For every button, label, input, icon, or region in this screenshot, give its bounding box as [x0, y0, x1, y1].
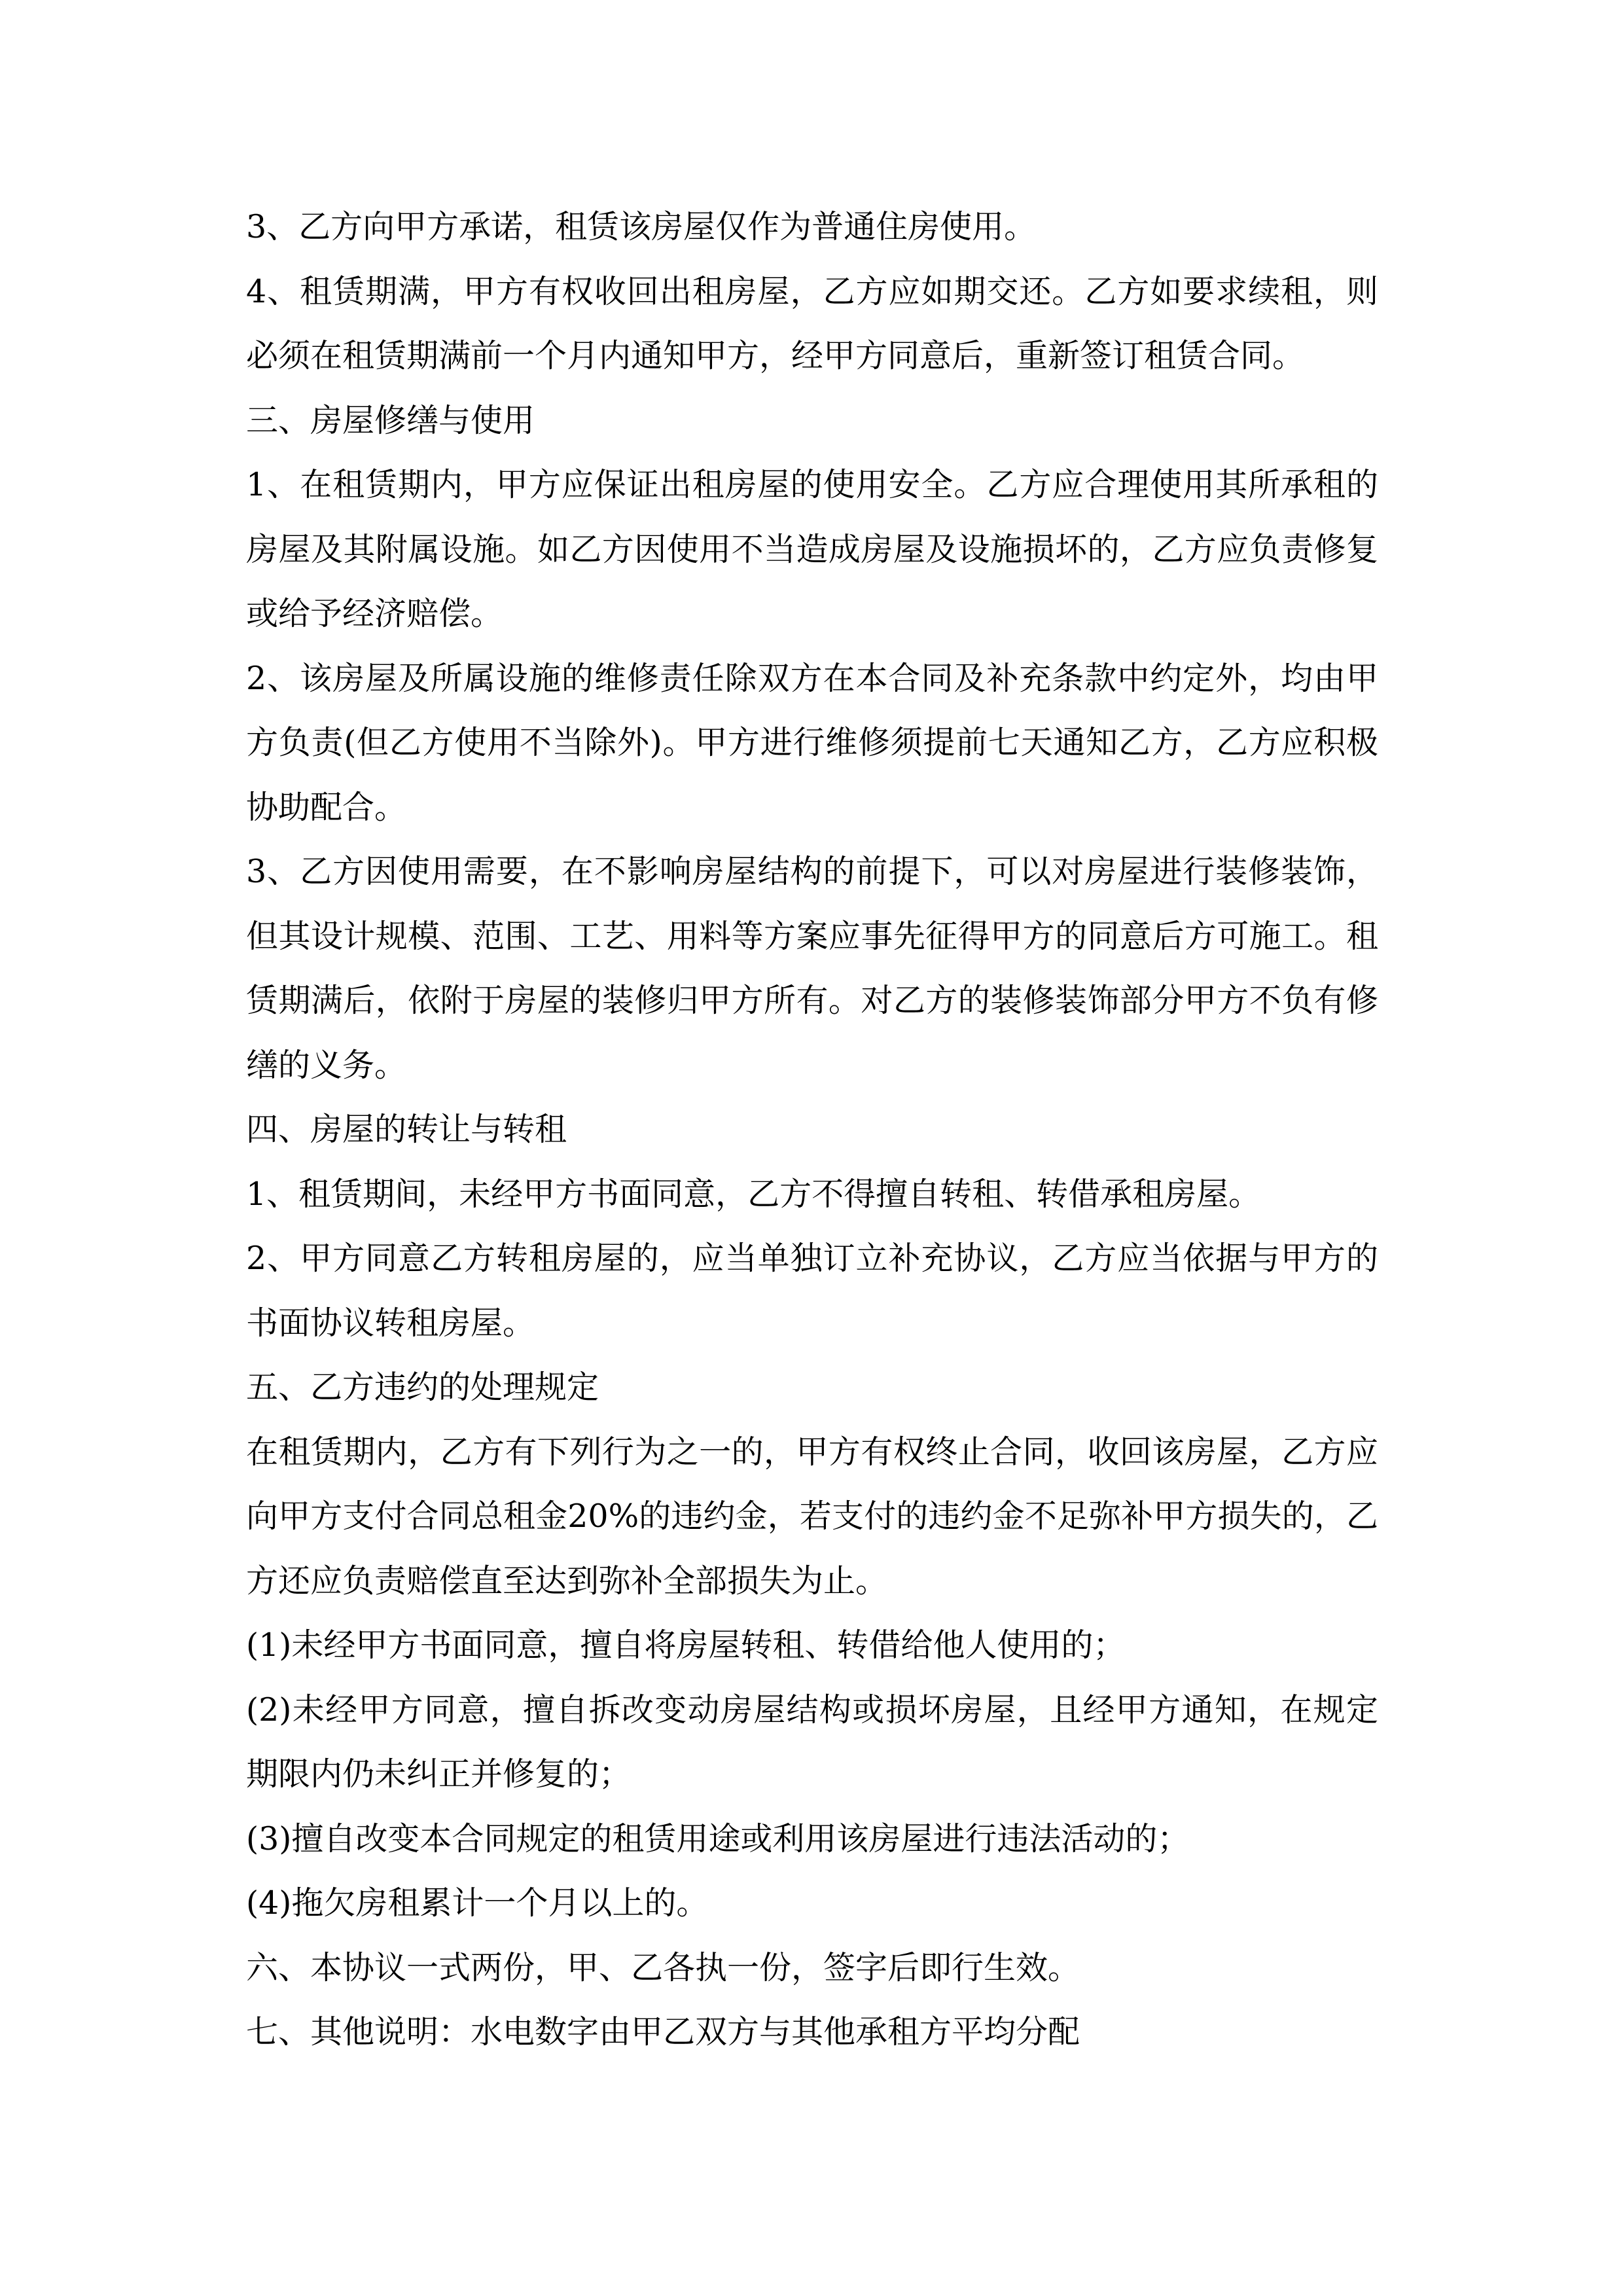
section-heading-5: 五、乙方违约的处理规定 [246, 1369, 599, 1406]
clause-5-item-2: (2)未经甲方同意，擅自拆改变动房屋结构或损坏房屋，且经甲方通知，在规定期限内仍未纠正并修复的； [246, 1691, 1378, 1793]
clause-2-3: 3、乙方向甲方承诺，租赁该房屋仅作为普通住房使用。 [246, 208, 1037, 245]
clause-2-4: 4、租赁期满，甲方有权收回出租房屋，乙方应如期交还。乙方如要求续租，则必须在租赁期满前一个月内通知甲方，经甲方同意后，重新签订租赁合同。 [246, 272, 1378, 374]
document-body [246, 195, 1378, 2065]
section-heading-3: 三、房屋修缮与使用 [246, 401, 535, 439]
clause-3-3: 3、乙方因使用需要，在不影响房屋结构的前提下，可以对房屋进行装修装饰，但其设计规模、范围、工艺、用料等方案应事先征得甲方的同意后方可施工。租赁期满后，依附于房屋的装修归甲方所有。对乙方的装修装饰部分甲方不负有修缮的义务。 [246, 853, 1378, 1084]
section-heading-7: 七、其他说明：水电数字由甲乙双方与其他承租方平均分配 [246, 2013, 1080, 2051]
section-heading-6: 六、本协议一式两份，甲、乙各执一份，签字后即行生效。 [246, 1948, 1080, 1986]
clause-4-1: 1、租赁期间，未经甲方书面同意，乙方不得擅自转租、转借承租房屋。 [246, 1175, 1261, 1213]
clause-3-2: 2、该房屋及所属设施的维修责任除双方在本合同及补充条款中约定外，均由甲方负责(但乙方使用不当除外)。甲方进行维修须提前七天通知乙方，乙方应积极协助配合。 [246, 659, 1378, 826]
clause-5-item-1: (1)未经甲方书面同意，擅自将房屋转租、转借给他人使用的； [246, 1626, 1126, 1664]
clause-5-item-3: (3)擅自改变本合同规定的租赁用途或利用该房屋进行违法活动的； [246, 1820, 1190, 1857]
section-heading-4: 四、房屋的转让与转租 [246, 1111, 567, 1148]
clause-4-2: 2、甲方同意乙方转租房屋的，应当单独订立补充协议，乙方应当依据与甲方的书面协议转租房屋。 [246, 1240, 1378, 1342]
clause-5-intro: 在租赁期内，乙方有下列行为之一的，甲方有权终止合同，收回该房屋，乙方应向甲方支付合同总租金20%的违约金，若支付的违约金不足弥补甲方损失的，乙方还应负责赔偿直至达到弥补全部损失为止。 [246, 1433, 1378, 1600]
clause-5-item-4: (4)拖欠房租累计一个月以上的。 [246, 1884, 709, 1922]
clause-3-1: 1、在租赁期内，甲方应保证出租房屋的使用安全。乙方应合理使用其所承租的房屋及其附属设施。如乙方因使用不当造成房屋及设施损坏的，乙方应负责修复或给予经济赔偿。 [246, 466, 1378, 632]
